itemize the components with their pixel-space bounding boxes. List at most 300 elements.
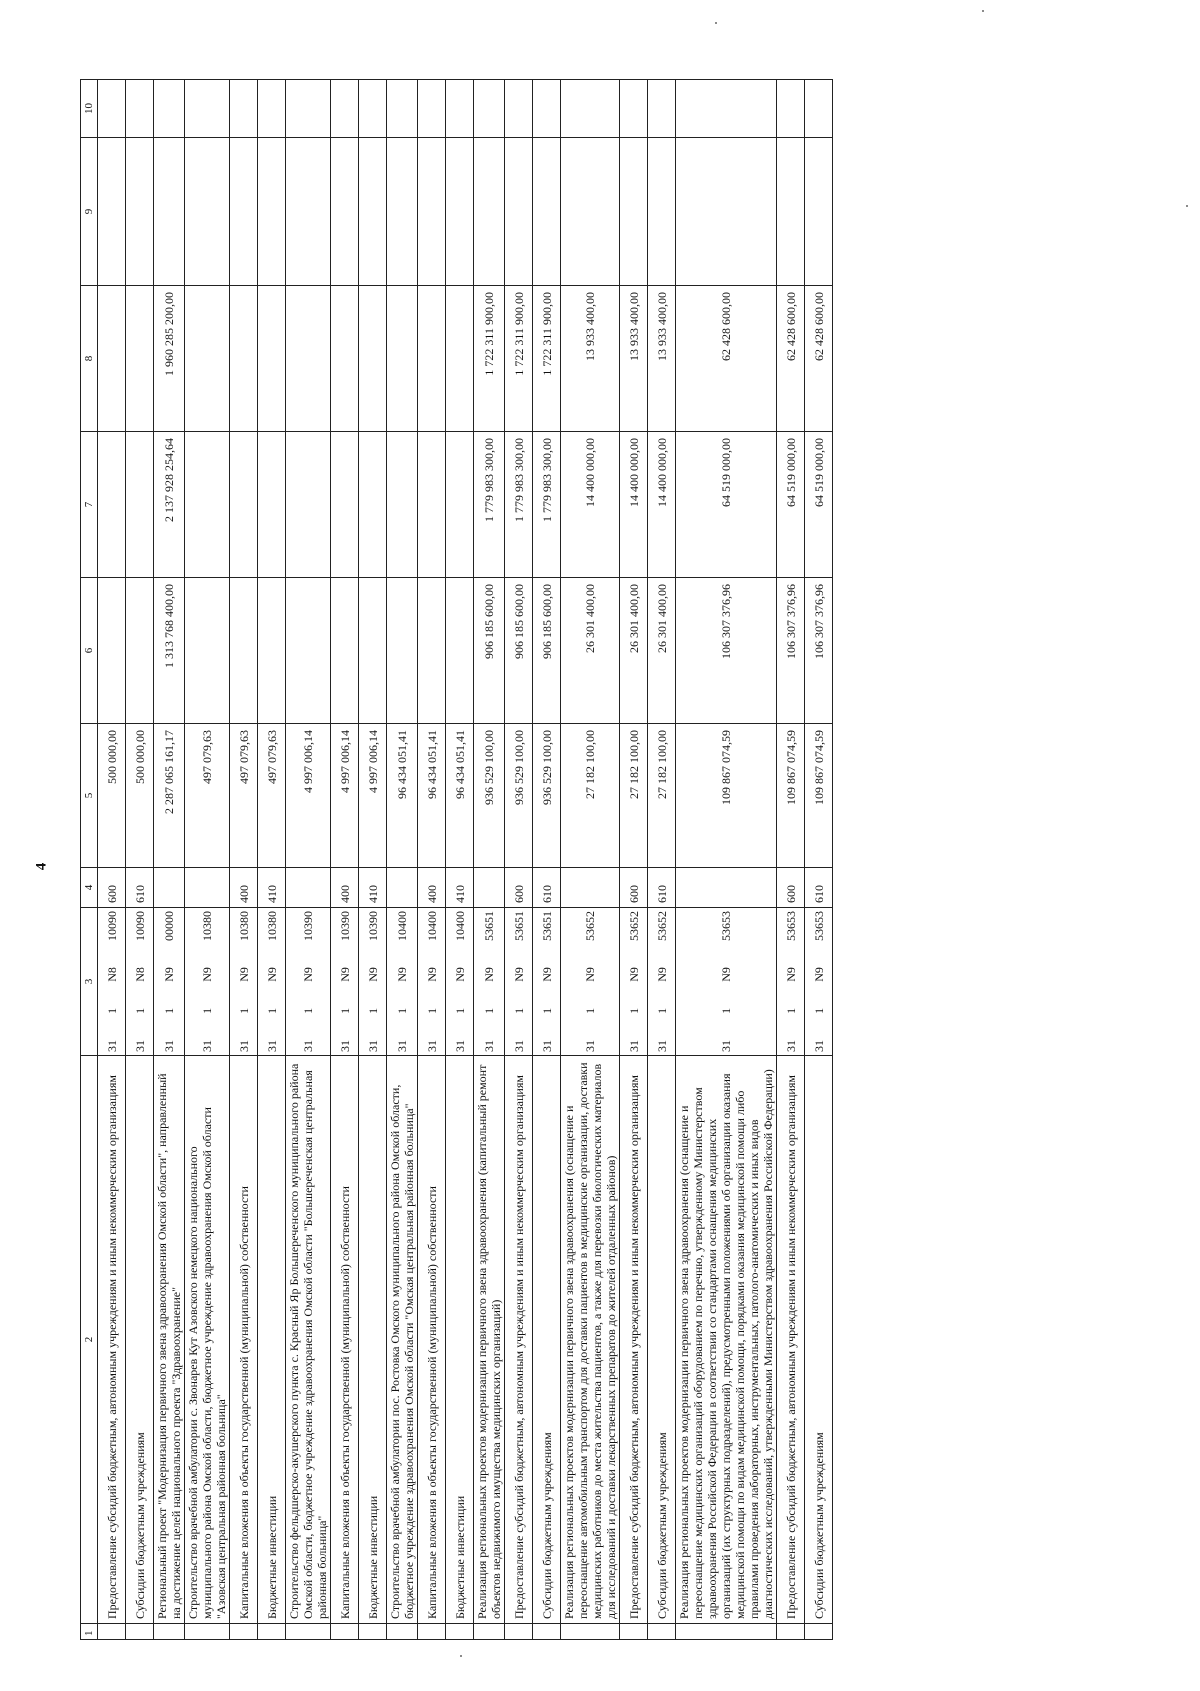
row-value-5: 497 079,63 bbox=[258, 724, 286, 868]
row-value-10 bbox=[286, 80, 331, 138]
code-part-1: 31 bbox=[626, 1040, 641, 1052]
code-part-3: N9 bbox=[365, 967, 380, 982]
row-value-5: 96 434 051,41 bbox=[387, 724, 418, 868]
row-code bbox=[620, 908, 648, 1056]
code-part-4: 53652 bbox=[583, 911, 597, 941]
code-part-4: 10380 bbox=[200, 911, 214, 941]
table-row bbox=[154, 80, 185, 1640]
row-name: Строительство врачебной амбулатории пос. Ростовка Омского муниципального района Омской области, бюджетное учреждение здравоохранения Омской области "Омская центральная районная больница" bbox=[387, 1056, 418, 1624]
row-value-6 bbox=[98, 578, 126, 724]
row-expense-type: 400 bbox=[230, 868, 258, 908]
row-value-5: 109 867 074,59 bbox=[805, 724, 833, 868]
row-value-7 bbox=[185, 432, 230, 578]
code-part-2: 1 bbox=[132, 1007, 147, 1014]
row-expense-type: 410 bbox=[446, 868, 474, 908]
row-code bbox=[676, 908, 777, 1056]
code-part-1: 31 bbox=[424, 1040, 439, 1052]
code-part-1: 31 bbox=[104, 1040, 119, 1052]
row-index-cell bbox=[185, 1624, 230, 1640]
row-code bbox=[561, 908, 620, 1056]
row-expense-type bbox=[387, 868, 418, 908]
row-code bbox=[533, 908, 561, 1056]
row-value-7 bbox=[230, 432, 258, 578]
row-value-8: 62 428 600,00 bbox=[805, 286, 833, 432]
row-value-8: 13 933 400,00 bbox=[561, 286, 620, 432]
row-value-5: 109 867 074,59 bbox=[777, 724, 805, 868]
code-part-2: 1 bbox=[200, 1007, 214, 1014]
row-value-6: 906 185 600,00 bbox=[505, 578, 533, 724]
row-index-cell bbox=[286, 1624, 331, 1640]
table-row bbox=[418, 80, 446, 1640]
row-value-5: 27 182 100,00 bbox=[620, 724, 648, 868]
code-part-3: N9 bbox=[511, 967, 526, 982]
row-name: Региональный проект "Модернизация первичного звена здравоохранения Омской области", направленный на достижение целей национального проекта "Здравоохранение" bbox=[154, 1056, 185, 1624]
row-value-10 bbox=[505, 80, 533, 138]
row-value-7 bbox=[387, 432, 418, 578]
row-code bbox=[387, 908, 418, 1056]
table-row bbox=[676, 80, 777, 1640]
code-part-2: 1 bbox=[654, 1007, 669, 1014]
table-row bbox=[98, 80, 126, 1640]
code-part-4: 53652 bbox=[654, 911, 669, 941]
row-value-8: 13 933 400,00 bbox=[648, 286, 676, 432]
row-value-8: 13 933 400,00 bbox=[620, 286, 648, 432]
row-value-6 bbox=[418, 578, 446, 724]
code-part-1: 31 bbox=[783, 1040, 798, 1052]
code-part-3: N9 bbox=[337, 967, 352, 982]
row-index-cell bbox=[331, 1624, 359, 1640]
row-value-9 bbox=[98, 138, 126, 286]
row-value-10 bbox=[154, 80, 185, 138]
table-row bbox=[446, 80, 474, 1640]
row-code bbox=[474, 908, 505, 1056]
row-value-5: 4 997 006,14 bbox=[331, 724, 359, 868]
row-value-10 bbox=[648, 80, 676, 138]
row-value-6 bbox=[286, 578, 331, 724]
col-header-8: 8 bbox=[81, 286, 98, 432]
row-code bbox=[126, 908, 154, 1056]
code-part-3: N9 bbox=[783, 967, 798, 982]
row-value-8: 1 960 285 200,00 bbox=[154, 286, 185, 432]
row-value-7: 1 779 983 300,00 bbox=[505, 432, 533, 578]
row-value-6: 906 185 600,00 bbox=[474, 578, 505, 724]
row-value-9 bbox=[777, 138, 805, 286]
row-value-10 bbox=[474, 80, 505, 138]
row-value-9 bbox=[533, 138, 561, 286]
row-value-6 bbox=[387, 578, 418, 724]
row-value-6 bbox=[230, 578, 258, 724]
row-name: Бюджетные инвестиции bbox=[446, 1056, 474, 1624]
code-part-2: 1 bbox=[583, 1007, 597, 1014]
code-part-4: 10390 bbox=[365, 911, 380, 941]
row-value-9 bbox=[446, 138, 474, 286]
code-part-2: 1 bbox=[365, 1007, 380, 1014]
row-value-9 bbox=[331, 138, 359, 286]
row-value-7: 14 400 000,00 bbox=[620, 432, 648, 578]
row-value-10 bbox=[561, 80, 620, 138]
row-value-7: 2 137 928 254,64 bbox=[154, 432, 185, 578]
row-value-8: 62 428 600,00 bbox=[777, 286, 805, 432]
table-row bbox=[474, 80, 505, 1640]
code-part-1: 31 bbox=[482, 1040, 496, 1052]
code-part-1: 31 bbox=[654, 1040, 669, 1052]
code-part-1: 31 bbox=[583, 1040, 597, 1052]
row-name: Субсидии бюджетным учреждениям bbox=[648, 1056, 676, 1624]
row-value-8 bbox=[446, 286, 474, 432]
header-row bbox=[81, 80, 98, 1640]
row-value-6: 906 185 600,00 bbox=[533, 578, 561, 724]
table-body bbox=[98, 80, 833, 1640]
table-row bbox=[185, 80, 230, 1640]
row-expense-type: 600 bbox=[620, 868, 648, 908]
row-value-7 bbox=[258, 432, 286, 578]
row-code bbox=[777, 908, 805, 1056]
row-code bbox=[185, 908, 230, 1056]
row-value-8 bbox=[185, 286, 230, 432]
code-part-4: 10090 bbox=[104, 911, 119, 941]
row-expense-type: 600 bbox=[777, 868, 805, 908]
row-expense-type bbox=[185, 868, 230, 908]
row-value-10 bbox=[805, 80, 833, 138]
table-row bbox=[533, 80, 561, 1640]
code-part-2: 1 bbox=[783, 1007, 798, 1014]
code-part-1: 31 bbox=[264, 1040, 279, 1052]
table-row bbox=[805, 80, 833, 1640]
row-value-6: 26 301 400,00 bbox=[620, 578, 648, 724]
code-part-3: N9 bbox=[264, 967, 279, 982]
code-part-4: 10380 bbox=[264, 911, 279, 941]
row-index-cell bbox=[258, 1624, 286, 1640]
row-value-8 bbox=[126, 286, 154, 432]
table-row bbox=[126, 80, 154, 1640]
row-value-9 bbox=[359, 138, 387, 286]
row-index-cell bbox=[805, 1624, 833, 1640]
row-value-5: 4 997 006,14 bbox=[286, 724, 331, 868]
row-code bbox=[230, 908, 258, 1056]
row-index-cell bbox=[474, 1624, 505, 1640]
code-part-4: 53651 bbox=[511, 911, 526, 941]
code-part-2: 1 bbox=[264, 1007, 279, 1014]
row-code bbox=[418, 908, 446, 1056]
row-value-8 bbox=[359, 286, 387, 432]
row-name: Капитальные вложения в объекты государственной (муниципальной) собственности bbox=[230, 1056, 258, 1624]
code-part-4: 10380 bbox=[236, 911, 251, 941]
col-header-1: 1 bbox=[81, 1624, 98, 1640]
row-value-6 bbox=[126, 578, 154, 724]
row-value-6: 1 313 768 400,00 bbox=[154, 578, 185, 724]
row-value-6 bbox=[446, 578, 474, 724]
col-header-3: 3 bbox=[81, 908, 98, 1056]
code-part-4: 53651 bbox=[539, 911, 554, 941]
row-name: Бюджетные инвестиции bbox=[258, 1056, 286, 1624]
row-expense-type: 610 bbox=[533, 868, 561, 908]
row-value-6: 26 301 400,00 bbox=[648, 578, 676, 724]
row-name: Реализация региональных проектов модернизации первичного звена здравоохранения (оснащение и переоснащение медицинских организаций оборудованием по перечню, утвержденному Министерством здравоохранения Российской Федерации в соответствии со стандартами оснащения медицинских организаций (их структурных подразделений), предусмотренными положениями об организации оказания медицинской помощи по видам медицинской помощи, порядками оказания медицинской помощи либо правилами проведения лабораторных, инструментальных, патолого-анатомических и иных видов диагностических исследований, утвержденными Министерством здравоохранения Российской Федерации) bbox=[676, 1056, 777, 1624]
row-name: Предоставление субсидий бюджетным, автономным учреждениям и иным некоммерческим организациям bbox=[505, 1056, 533, 1624]
rotated-document bbox=[80, 80, 1080, 1640]
row-expense-type: 600 bbox=[98, 868, 126, 908]
row-expense-type: 610 bbox=[805, 868, 833, 908]
code-part-2: 1 bbox=[719, 1007, 733, 1014]
row-value-5: 4 997 006,14 bbox=[359, 724, 387, 868]
row-value-5: 27 182 100,00 bbox=[561, 724, 620, 868]
row-name: Предоставление субсидий бюджетным, автономным учреждениям и иным некоммерческим организациям bbox=[98, 1056, 126, 1624]
row-index-cell bbox=[505, 1624, 533, 1640]
row-expense-type: 600 bbox=[505, 868, 533, 908]
row-value-9 bbox=[154, 138, 185, 286]
code-part-2: 1 bbox=[395, 1007, 409, 1014]
code-part-1: 31 bbox=[365, 1040, 380, 1052]
code-part-3: N9 bbox=[719, 967, 733, 982]
row-value-9 bbox=[561, 138, 620, 286]
row-value-7: 64 519 000,00 bbox=[805, 432, 833, 578]
code-part-2: 1 bbox=[452, 1007, 467, 1014]
row-expense-type: 400 bbox=[331, 868, 359, 908]
row-expense-type: 400 bbox=[418, 868, 446, 908]
row-value-10 bbox=[185, 80, 230, 138]
code-part-4: 10400 bbox=[395, 911, 409, 941]
row-value-10 bbox=[98, 80, 126, 138]
row-value-9 bbox=[805, 138, 833, 286]
row-name: Бюджетные инвестиции bbox=[359, 1056, 387, 1624]
row-expense-type: 610 bbox=[648, 868, 676, 908]
code-part-1: 31 bbox=[395, 1040, 409, 1052]
table-row bbox=[561, 80, 620, 1640]
code-part-3: N9 bbox=[236, 967, 251, 982]
table-row bbox=[331, 80, 359, 1640]
code-part-4: 00000 bbox=[162, 911, 176, 941]
code-part-4: 53653 bbox=[811, 911, 826, 941]
code-part-2: 1 bbox=[236, 1007, 251, 1014]
row-value-9 bbox=[286, 138, 331, 286]
row-value-5: 27 182 100,00 bbox=[648, 724, 676, 868]
row-name: Субсидии бюджетным учреждениям bbox=[533, 1056, 561, 1624]
row-value-8: 1 722 311 900,00 bbox=[505, 286, 533, 432]
code-part-4: 53653 bbox=[783, 911, 798, 941]
code-part-3: N9 bbox=[583, 967, 597, 982]
row-value-5: 497 079,63 bbox=[230, 724, 258, 868]
row-value-5: 96 434 051,41 bbox=[418, 724, 446, 868]
code-part-4: 10090 bbox=[132, 911, 147, 941]
row-expense-type bbox=[154, 868, 185, 908]
row-index-cell bbox=[446, 1624, 474, 1640]
row-value-7: 64 519 000,00 bbox=[676, 432, 777, 578]
row-value-5: 109 867 074,59 bbox=[676, 724, 777, 868]
code-part-2: 1 bbox=[162, 1007, 176, 1014]
table-row bbox=[777, 80, 805, 1640]
row-index-cell bbox=[777, 1624, 805, 1640]
row-value-5: 497 079,63 bbox=[185, 724, 230, 868]
row-value-9 bbox=[230, 138, 258, 286]
row-value-8 bbox=[286, 286, 331, 432]
code-part-2: 1 bbox=[424, 1007, 439, 1014]
row-value-9 bbox=[620, 138, 648, 286]
row-value-7: 14 400 000,00 bbox=[648, 432, 676, 578]
row-expense-type: 610 bbox=[126, 868, 154, 908]
row-name: Капитальные вложения в объекты государственной (муниципальной) собственности bbox=[331, 1056, 359, 1624]
code-part-3: N9 bbox=[626, 967, 641, 982]
col-header-7: 7 bbox=[81, 432, 98, 578]
row-value-6 bbox=[359, 578, 387, 724]
row-name: Реализация региональных проектов модернизации первичного звена здравоохранения (оснащение и переоснащение автомобильным транспортом для доставки пациентов в медицинские организации, доставки медицинских работников до места жительства пациентов, а также для перевозки биологических материалов для исследований и доставки лекарственных препаратов до жителей отдаленных районов) bbox=[561, 1056, 620, 1624]
row-value-9 bbox=[648, 138, 676, 286]
code-part-4: 10400 bbox=[452, 911, 467, 941]
row-name: Строительство фельдшерско-акушерского пункта с. Красный Яр Большереченского муниципального района Омской области, бюджетное учреждение здравоохранения Омской области "Большереченская центральная районная больница" bbox=[286, 1056, 331, 1624]
code-part-3: N9 bbox=[482, 967, 496, 982]
code-part-3: N9 bbox=[811, 967, 826, 982]
row-expense-type: 410 bbox=[359, 868, 387, 908]
row-value-10 bbox=[676, 80, 777, 138]
row-code bbox=[286, 908, 331, 1056]
row-name: Субсидии бюджетным учреждениям bbox=[805, 1056, 833, 1624]
code-part-3: N9 bbox=[654, 967, 669, 982]
row-value-5: 936 529 100,00 bbox=[533, 724, 561, 868]
code-part-1: 31 bbox=[200, 1040, 214, 1052]
row-value-6 bbox=[258, 578, 286, 724]
code-part-1: 31 bbox=[511, 1040, 526, 1052]
row-index-cell bbox=[359, 1624, 387, 1640]
row-index-cell bbox=[387, 1624, 418, 1640]
code-part-2: 1 bbox=[104, 1007, 119, 1014]
code-part-2: 1 bbox=[626, 1007, 641, 1014]
row-name: Предоставление субсидий бюджетным, автономным учреждениям и иным некоммерческим организациям bbox=[777, 1056, 805, 1624]
row-value-8: 1 722 311 900,00 bbox=[533, 286, 561, 432]
row-value-10 bbox=[533, 80, 561, 138]
row-code bbox=[258, 908, 286, 1056]
code-part-1: 31 bbox=[337, 1040, 352, 1052]
row-value-8 bbox=[230, 286, 258, 432]
row-code bbox=[505, 908, 533, 1056]
code-part-4: 10400 bbox=[424, 911, 439, 941]
table-row bbox=[359, 80, 387, 1640]
row-index-cell bbox=[648, 1624, 676, 1640]
code-part-3: N9 bbox=[301, 967, 315, 982]
row-index-cell bbox=[533, 1624, 561, 1640]
row-index-cell bbox=[676, 1624, 777, 1640]
code-part-3: N9 bbox=[452, 967, 467, 982]
row-index-cell bbox=[154, 1624, 185, 1640]
row-code bbox=[331, 908, 359, 1056]
row-value-10 bbox=[387, 80, 418, 138]
row-value-7 bbox=[126, 432, 154, 578]
table-row bbox=[387, 80, 418, 1640]
row-value-10 bbox=[777, 80, 805, 138]
table-row bbox=[230, 80, 258, 1640]
row-expense-type bbox=[561, 868, 620, 908]
code-part-4: 53653 bbox=[719, 911, 733, 941]
row-code bbox=[98, 908, 126, 1056]
row-value-10 bbox=[258, 80, 286, 138]
table-row bbox=[286, 80, 331, 1640]
row-name: Предоставление субсидий бюджетным, автономным учреждениям и иным некоммерческим организациям bbox=[620, 1056, 648, 1624]
row-name: Субсидии бюджетным учреждениям bbox=[126, 1056, 154, 1624]
row-value-5: 500 000,00 bbox=[126, 724, 154, 868]
code-part-1: 31 bbox=[719, 1040, 733, 1052]
row-value-6: 106 307 376,96 bbox=[676, 578, 777, 724]
row-value-6 bbox=[331, 578, 359, 724]
row-value-10 bbox=[418, 80, 446, 138]
row-value-5: 936 529 100,00 bbox=[474, 724, 505, 868]
row-value-7 bbox=[446, 432, 474, 578]
row-value-8 bbox=[418, 286, 446, 432]
code-part-3: N9 bbox=[395, 967, 409, 982]
col-header-10: 10 bbox=[81, 80, 98, 138]
budget-table bbox=[80, 79, 833, 1640]
row-expense-type bbox=[676, 868, 777, 908]
row-value-9 bbox=[126, 138, 154, 286]
row-value-9 bbox=[505, 138, 533, 286]
table-row bbox=[620, 80, 648, 1640]
row-value-9 bbox=[185, 138, 230, 286]
row-value-9 bbox=[387, 138, 418, 286]
row-value-8 bbox=[387, 286, 418, 432]
row-value-6 bbox=[185, 578, 230, 724]
code-part-3: N9 bbox=[200, 967, 214, 982]
row-name: Капитальные вложения в объекты государственной (муниципальной) собственности bbox=[418, 1056, 446, 1624]
row-value-9 bbox=[418, 138, 446, 286]
row-index-cell bbox=[98, 1624, 126, 1640]
code-part-2: 1 bbox=[539, 1007, 554, 1014]
row-value-10 bbox=[620, 80, 648, 138]
code-part-2: 1 bbox=[511, 1007, 526, 1014]
row-value-10 bbox=[126, 80, 154, 138]
row-value-7: 64 519 000,00 bbox=[777, 432, 805, 578]
code-part-2: 1 bbox=[301, 1007, 315, 1014]
code-part-1: 31 bbox=[301, 1040, 315, 1052]
code-part-1: 31 bbox=[162, 1040, 176, 1052]
row-value-10 bbox=[359, 80, 387, 138]
code-part-3: N8 bbox=[104, 967, 119, 982]
col-header-6: 6 bbox=[81, 578, 98, 724]
row-value-9 bbox=[676, 138, 777, 286]
row-value-6: 106 307 376,96 bbox=[777, 578, 805, 724]
col-header-2: 2 bbox=[81, 1056, 98, 1624]
code-part-2: 1 bbox=[337, 1007, 352, 1014]
code-part-1: 31 bbox=[811, 1040, 826, 1052]
row-value-6: 26 301 400,00 bbox=[561, 578, 620, 724]
code-part-3: N8 bbox=[132, 967, 147, 982]
col-header-5: 5 bbox=[81, 724, 98, 868]
code-part-1: 31 bbox=[452, 1040, 467, 1052]
row-code bbox=[446, 908, 474, 1056]
code-part-1: 31 bbox=[539, 1040, 554, 1052]
row-value-5: 936 529 100,00 bbox=[505, 724, 533, 868]
code-part-2: 1 bbox=[482, 1007, 496, 1014]
row-code bbox=[805, 908, 833, 1056]
row-name: Реализация региональных проектов модернизации первичного звена здравоохранения (капитальный ремонт объектов недвижимого имущества медицинских организаций) bbox=[474, 1056, 505, 1624]
row-value-7 bbox=[286, 432, 331, 578]
row-value-7: 14 400 000,00 bbox=[561, 432, 620, 578]
row-value-10 bbox=[230, 80, 258, 138]
code-part-3: N9 bbox=[424, 967, 439, 982]
row-value-5: 96 434 051,41 bbox=[446, 724, 474, 868]
row-code bbox=[154, 908, 185, 1056]
code-part-3: N9 bbox=[162, 967, 176, 982]
row-name: Строительство врачебной амбулатории с. Звонарев Кут Азовского немецкого национального муниципального района Омской области, бюджетное учреждение здравоохранения Омской области "Азовская центральная районная больница" bbox=[185, 1056, 230, 1624]
row-value-7: 1 779 983 300,00 bbox=[533, 432, 561, 578]
code-part-4: 10390 bbox=[301, 911, 315, 941]
code-part-1: 31 bbox=[236, 1040, 251, 1052]
row-value-7 bbox=[418, 432, 446, 578]
row-value-5: 500 000,00 bbox=[98, 724, 126, 868]
code-part-4: 53652 bbox=[626, 911, 641, 941]
row-value-9 bbox=[474, 138, 505, 286]
page-number: 4 bbox=[33, 862, 50, 871]
row-value-7: 1 779 983 300,00 bbox=[474, 432, 505, 578]
row-value-8: 62 428 600,00 bbox=[676, 286, 777, 432]
row-value-6: 106 307 376,96 bbox=[805, 578, 833, 724]
row-value-8: 1 722 311 900,00 bbox=[474, 286, 505, 432]
